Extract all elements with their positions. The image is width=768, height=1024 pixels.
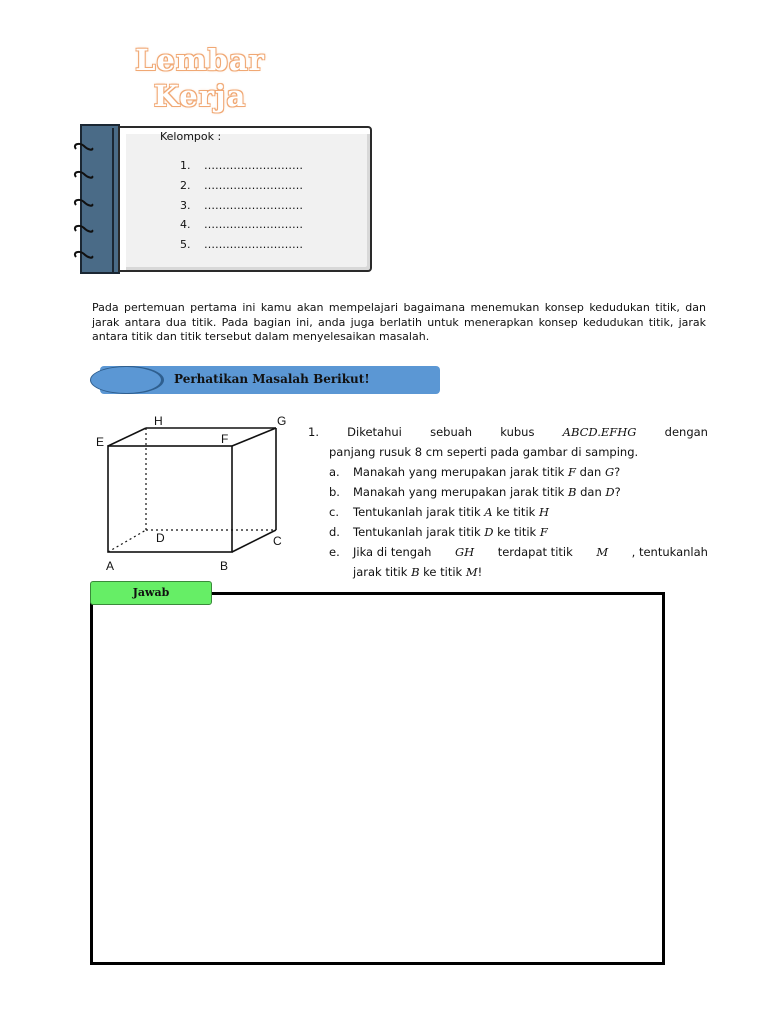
problem-line-2: panjang rusuk 8 cm seperti pada gambar di samping. — [329, 445, 639, 459]
member-blank: ……………………… — [204, 218, 303, 232]
sub-question-e-cont: jarak titik B ke titik M! — [353, 565, 483, 579]
sub-question-e: e. Jika di tengah GH terdapat titik M , tentukanlah — [329, 545, 708, 559]
cube-label-b: B — [220, 559, 229, 573]
list-item[interactable]: 2. ……………………… — [180, 176, 303, 196]
worksheet-title — [110, 42, 290, 114]
group-member-list — [180, 156, 303, 255]
answer-label: Jawab — [90, 581, 212, 605]
group-heading: Kelompok : — [160, 130, 222, 143]
spiral-ring-icon — [72, 224, 94, 238]
cube-label-f: F — [221, 432, 229, 446]
problem-line-1: 1. Diketahui sebuah kubus ABCD.EFHG dengan — [308, 422, 708, 442]
banner-oval-icon — [90, 366, 162, 394]
cube-label-e: E — [96, 435, 105, 449]
list-item[interactable]: 4. ……………………… — [180, 215, 303, 235]
spiral-ring-icon — [72, 250, 94, 264]
cube-label-c: C — [273, 534, 282, 548]
cube-name: ABCD.EFHG — [562, 425, 637, 439]
group-notebook-card — [80, 124, 374, 276]
sub-question-a: a. Manakah yang merupakan jarak titik F dan G? — [329, 465, 621, 479]
answer-box[interactable] — [90, 592, 665, 965]
cube-label-d: D — [156, 531, 165, 545]
section-banner — [90, 366, 440, 394]
intro-paragraph: Pada pertemuan pertama ini kamu akan mempelajari bagaimana menemukan konsep kedudukan titik, dan jarak antara dua titik. Pada bagian ini, anda juga berlatih untuk menerapkan konsep kedudukan titik, jarak antara titik dan titik tersebut dalam menyelesaikan masalah. — [92, 301, 706, 343]
problem-1 — [308, 422, 708, 582]
cube-label-h: H — [154, 414, 163, 428]
sub-question-c: c. Tentukanlah jarak titik A ke titik H — [329, 505, 549, 519]
cube-label-g: G — [277, 414, 287, 428]
title-line-1: Lembar — [135, 43, 265, 77]
spiral-ring-icon — [72, 170, 94, 184]
member-blank: ……………………… — [204, 238, 303, 252]
list-item[interactable]: 5. ……………………… — [180, 235, 303, 255]
list-item[interactable]: 1. ……………………… — [180, 156, 303, 176]
spiral-ring-icon — [72, 142, 94, 156]
cube-diagram — [94, 408, 294, 578]
member-blank: ……………………… — [204, 159, 303, 172]
spiral-ring-icon — [72, 198, 94, 212]
sub-question-d: d. Tentukanlah jarak titik D ke titik F — [329, 525, 548, 539]
banner-text: Perhatikan Masalah Berikut! — [174, 372, 370, 386]
member-blank: ……………………… — [204, 198, 303, 212]
cube-label-a: A — [106, 559, 115, 573]
sub-question-b: b. Manakah yang merupakan jarak titik B dan D? — [329, 485, 621, 499]
list-item[interactable]: 3. ……………………… — [180, 196, 303, 216]
title-line-2: Kerja — [153, 79, 247, 113]
member-blank: ……………………… — [204, 178, 303, 192]
